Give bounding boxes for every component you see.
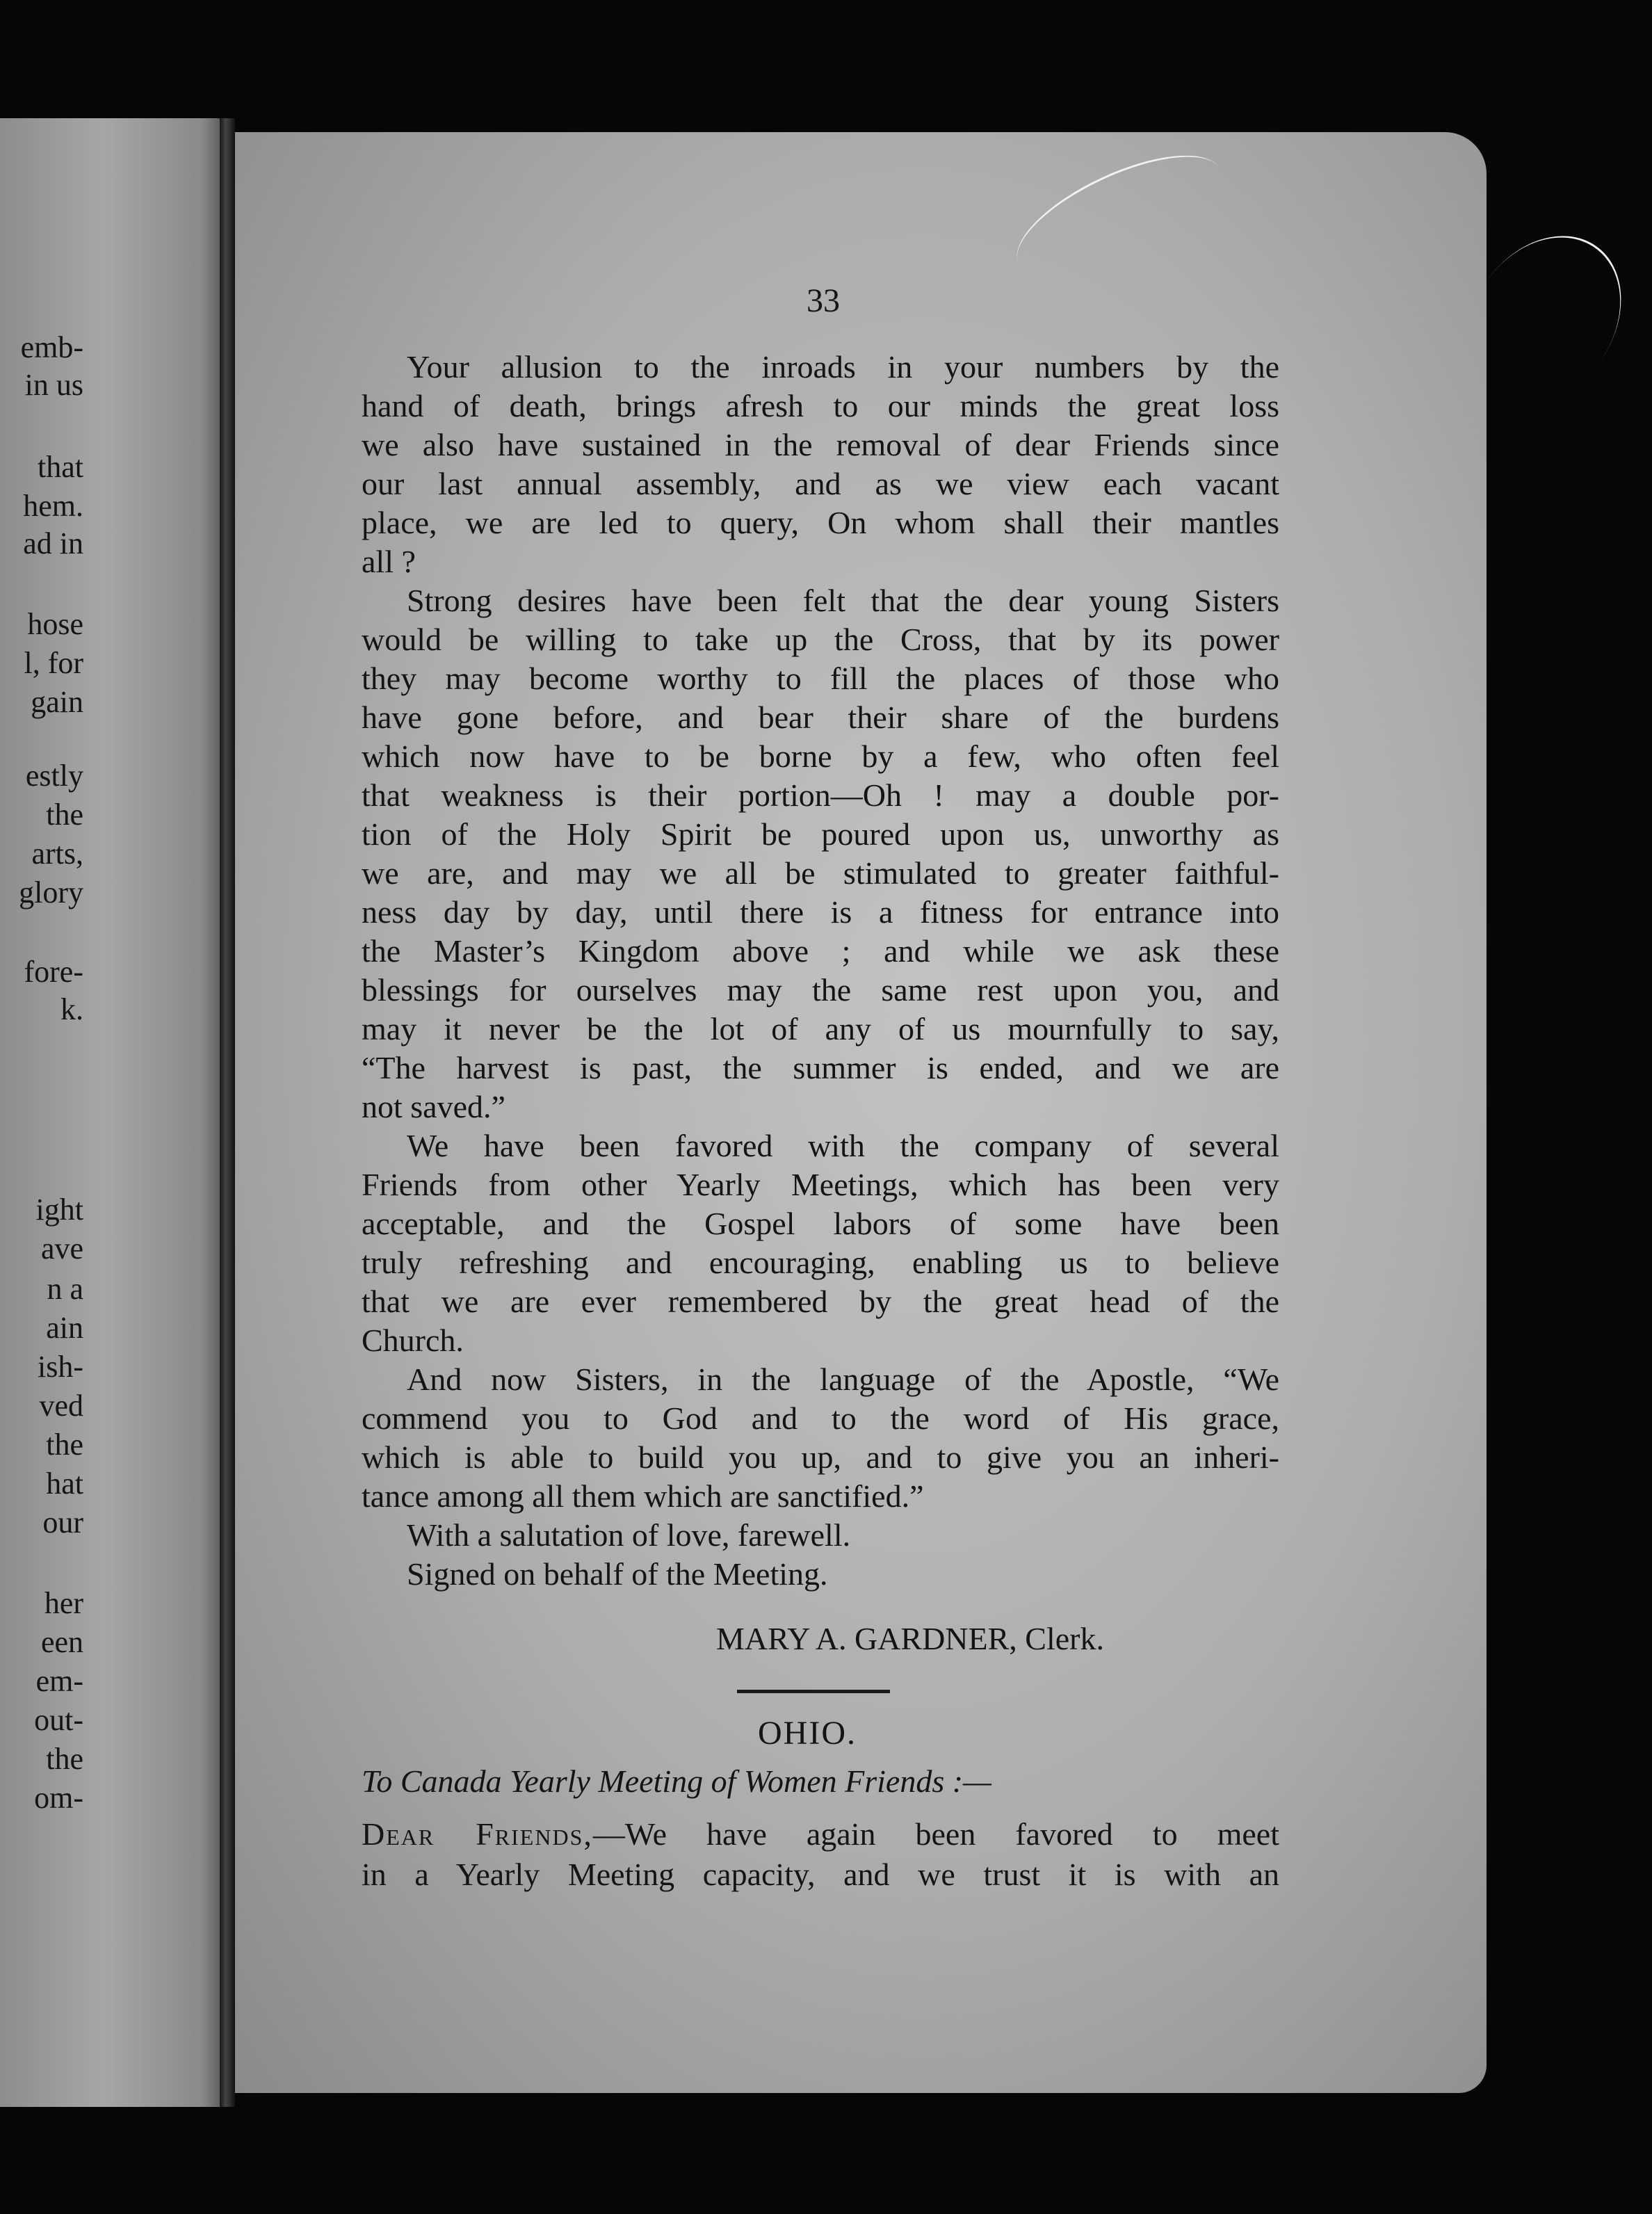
text-line: which now have to be borne by a few, who often feel: [362, 738, 1279, 774]
left-text-fragment: out-: [34, 1703, 83, 1737]
text-line: blessings for ourselves may the same rest upon you, and: [362, 972, 1279, 1008]
text-line: would be willing to take up the Cross, that by its power: [362, 622, 1279, 657]
text-line: truly refreshing and encouraging, enabling us to believe: [362, 1245, 1279, 1280]
salutation-line: [362, 1815, 1279, 1854]
text-line: And now Sisters, in the language of the Apostle, “We: [407, 1361, 1279, 1397]
left-text-fragment: estly: [25, 759, 83, 793]
left-text-fragment: fore-: [24, 955, 83, 989]
text-line: we are, and may we all be stimulated to greater faithful-: [362, 855, 1279, 891]
text-line: have gone before, and bear their share of the burdens: [362, 700, 1279, 735]
left-text-fragment: een: [40, 1625, 83, 1659]
left-text-fragment: ight: [35, 1193, 83, 1227]
left-text-fragment: in us: [24, 368, 83, 402]
left-text-fragment: om-: [34, 1781, 83, 1815]
text-line: all ?: [362, 544, 416, 579]
left-text-fragment: gain: [31, 685, 83, 719]
text-line: may it never be the lot of any of us mournfully to say,: [362, 1011, 1279, 1047]
text-line: place, we are led to query, On whom shall their mantles: [362, 505, 1279, 540]
left-text-fragment: glory: [19, 875, 83, 910]
section-divider: [737, 1690, 890, 1693]
left-text-fragment: l, for: [24, 646, 83, 680]
left-text-fragment: hem.: [23, 489, 83, 523]
address-line: To Canada Yearly Meeting of Women Friends :—: [362, 1763, 991, 1799]
left-text-fragment: ave: [40, 1231, 83, 1266]
text-line: With a salutation of love, farewell.: [407, 1517, 851, 1553]
left-text-fragment: arts,: [31, 837, 83, 871]
text-line: commend you to God and to the word of His grace,: [362, 1400, 1279, 1436]
text-line: acceptable, and the Gospel labors of some have been: [362, 1206, 1279, 1241]
text-line: our last annual assembly, and as we view each vacant: [362, 466, 1279, 501]
left-text-fragment: hose: [27, 607, 83, 641]
text-line: We have been favored with the company of several: [407, 1128, 1279, 1163]
text-line: tance among all them which are sanctified.”: [362, 1478, 924, 1514]
left-text-fragment: the: [46, 798, 83, 832]
left-text-fragment: em-: [35, 1664, 83, 1698]
text-line: “The harvest is past, the summer is ended, and we are: [362, 1050, 1279, 1085]
left-text-fragment: her: [44, 1586, 83, 1620]
left-text-fragment: ad in: [23, 526, 83, 560]
left-text-fragment: ved: [39, 1389, 83, 1423]
salutation-caps: Dear Friends,: [362, 1816, 593, 1852]
text-line: the Master’s Kingdom above ; and while we ask these: [362, 933, 1279, 969]
text-line: Church.: [362, 1323, 464, 1358]
text-line: hand of death, brings afresh to our minds the great loss: [362, 388, 1279, 423]
salutation-rest: —We have again been favored to meet: [592, 1816, 1279, 1852]
text-line: that weakness is their portion—Oh ! may a double por-: [362, 777, 1279, 813]
left-text-fragment: ain: [46, 1311, 83, 1345]
text-line: we also have sustained in the removal of dear Friends since: [362, 427, 1279, 462]
text-line: Signed on behalf of the Meeting.: [407, 1556, 828, 1592]
left-text-fragment: the: [46, 1742, 83, 1776]
left-text-fragment: hat: [46, 1466, 83, 1501]
section-heading: OHIO.: [758, 1715, 857, 1752]
book-gutter: [220, 118, 235, 2107]
left-text-fragment: n a: [47, 1272, 83, 1306]
text-line: not saved.”: [362, 1089, 505, 1124]
left-text-fragment: ish-: [38, 1350, 83, 1384]
text-line: which is able to build you up, and to give you an inheri-: [362, 1439, 1279, 1475]
left-text-fragment: our: [42, 1505, 83, 1540]
text-line: they may become worthy to fill the places of those who: [362, 661, 1279, 696]
text-line: ness day by day, until there is a fitness for entrance into: [362, 894, 1279, 930]
left-text-fragment: emb-: [20, 330, 83, 364]
page-number: 33: [807, 282, 840, 319]
text-line: Your allusion to the inroads in your numbers by the: [407, 349, 1279, 385]
text-line: that we are ever remembered by the great head of the: [362, 1284, 1279, 1319]
left-text-fragment: k.: [60, 992, 83, 1026]
text-line: Strong desires have been felt that the dear young Sisters: [407, 583, 1279, 618]
signature: MARY A. GARDNER, Clerk.: [716, 1621, 1104, 1656]
final-line: in a Yearly Meeting capacity, and we trust it is with an: [362, 1857, 1279, 1892]
text-line: tion of the Holy Spirit be poured upon us, unworthy as: [362, 816, 1279, 852]
text-line: Friends from other Yearly Meetings, which has been very: [362, 1167, 1279, 1202]
left-text-fragment: the: [46, 1428, 83, 1462]
left-text-fragment: that: [38, 450, 83, 484]
